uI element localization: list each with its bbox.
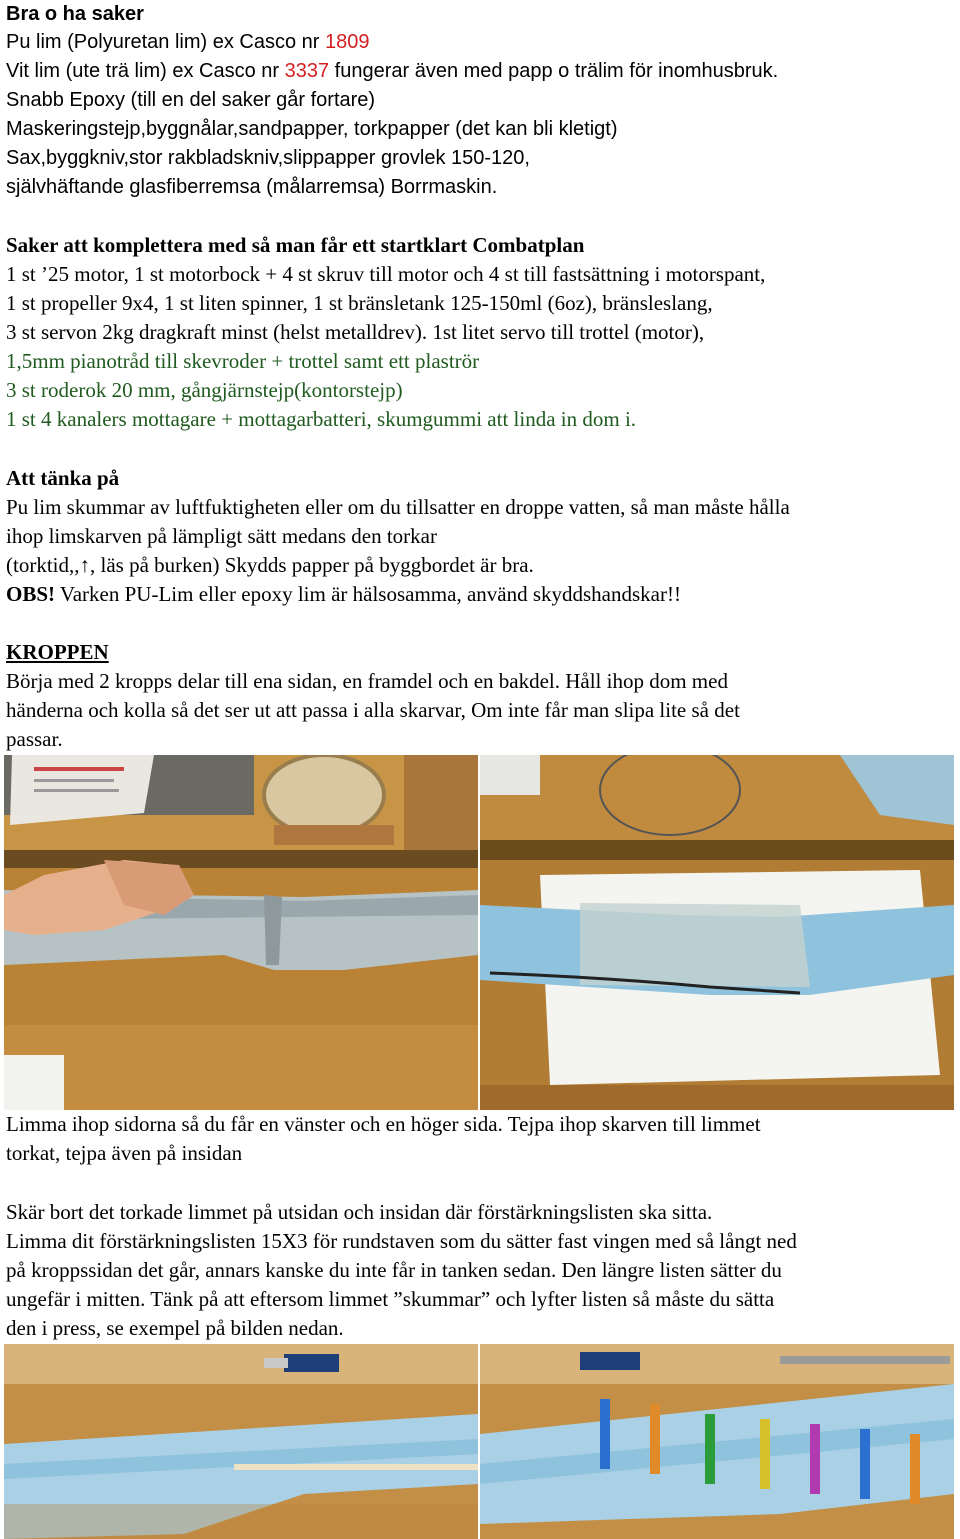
tape-line: Maskeringstejp,byggnålar,sandpapper, torkpapper (det kan bli kletigt)	[6, 118, 618, 140]
propeller-line: 1 st propeller 9x4, 1 st liten spinner, 1 st bränsletank 125-150ml (6oz), bränsleslang,	[6, 291, 713, 315]
text: fungerar även med papp o trälim för inomhusbruk.	[329, 60, 779, 82]
motor-line: 1 st ’25 motor, 1 st motorbock + 4 st skruv till motor och 4 st till fastsättning i motorspant,	[6, 262, 766, 286]
drying-line: (torktid,,↑, läs på burken) Skydds papper på byggbordet är bra.	[6, 553, 534, 577]
text: Varken PU-Lim eller epoxy lim är hälsosamma, använd skyddshandskar!!	[55, 582, 681, 606]
casco-number-3337: 3337	[284, 60, 330, 82]
reinforce-line-3: på kroppssidan det går, annars kanske du inte får in tanken sedan. Den längre listen sätter du	[6, 1258, 782, 1282]
servo-line: 3 st servon 2kg dragkraft minst (helst metalldrev). 1st litet servo till trottel (motor),	[6, 320, 705, 344]
reinforce-line-1: Skär bort det torkade limmet på utsidan och insidan där förstärkningslisten ska sitta.	[6, 1200, 713, 1224]
photo-strip-glued-left	[4, 1344, 478, 1539]
section-heading-complement: Saker att komplettera med så man får ett startklart Combatplan	[6, 233, 585, 257]
photo-hand-holding-body-parts	[4, 755, 478, 1110]
photo-taped-body-joint	[480, 755, 954, 1110]
pu-foam-line: Pu lim skummar av luftfuktigheten eller om du tillsatter en droppe vatten, så man måste hålla	[6, 495, 790, 519]
glue-white-line	[6, 59, 778, 83]
tools-line: Sax,byggkniv,stor rakbladskniv,slippapper grovlek 150-120,	[6, 147, 530, 169]
horn-line: 3 st roderok 20 mm, gångjärnstejp(kontorstejp)	[6, 378, 403, 402]
reinforce-line-2: Limma dit förstärkningslisten 15X3 för rundstaven som du sätter fast vingen med så långt ned	[6, 1229, 797, 1253]
body-line-2: händerna och kolla så det ser ut att passa i alla skarvar, Om inte får man slipa lite så det	[6, 698, 740, 722]
obs-label: OBS!	[6, 582, 56, 606]
warning-line	[6, 582, 681, 606]
pianowire-line: 1,5mm pianotråd till skevroder + trottel samt ett plaströr	[6, 349, 480, 373]
caption-1-line-2: torkat, tejpa även på insidan	[6, 1141, 243, 1165]
receiver-line: 1 st 4 kanalers mottagare + mottagarbatteri, skumgummi att linda in dom i.	[6, 407, 637, 431]
body-line-1: Börja med 2 kropps delar till ena sidan, en framdel och en bakdel. Håll ihop dom med	[6, 669, 728, 693]
body-line-3: passar.	[6, 727, 63, 751]
section-heading-think: Att tänka på	[6, 466, 120, 490]
text: Pu lim (Polyuretan lim) ex Casco nr	[6, 31, 325, 53]
joint-line: ihop limskarven på lämpligt sätt medans den torkar	[6, 524, 437, 548]
section-heading-body: KROPPEN	[6, 640, 109, 664]
caption-1-line-1: Limma ihop sidorna så du får en vänster och en höger sida. Tejpa ihop skarven till limmet	[6, 1112, 761, 1136]
fiberglass-line: självhäftande glasfiberremsa (målarremsa) Borrmaskin.	[6, 176, 498, 198]
glue-pu-line	[6, 30, 369, 54]
epoxy-line: Snabb Epoxy (till en del saker går fortare)	[6, 89, 376, 111]
text: Vit lim (ute trä lim) ex Casco nr	[6, 60, 285, 82]
casco-number-1809: 1809	[324, 31, 370, 53]
section-heading-supplies: Bra o ha saker	[6, 3, 144, 25]
reinforce-line-4: ungefär i mitten. Tänk på att eftersom limmet ”skummar” och lyfter listen så måste du sätta	[6, 1287, 775, 1311]
reinforce-line-5: den i press, se exempel på bilden nedan.	[6, 1316, 344, 1340]
photo-strip-clamped-right	[480, 1344, 954, 1539]
